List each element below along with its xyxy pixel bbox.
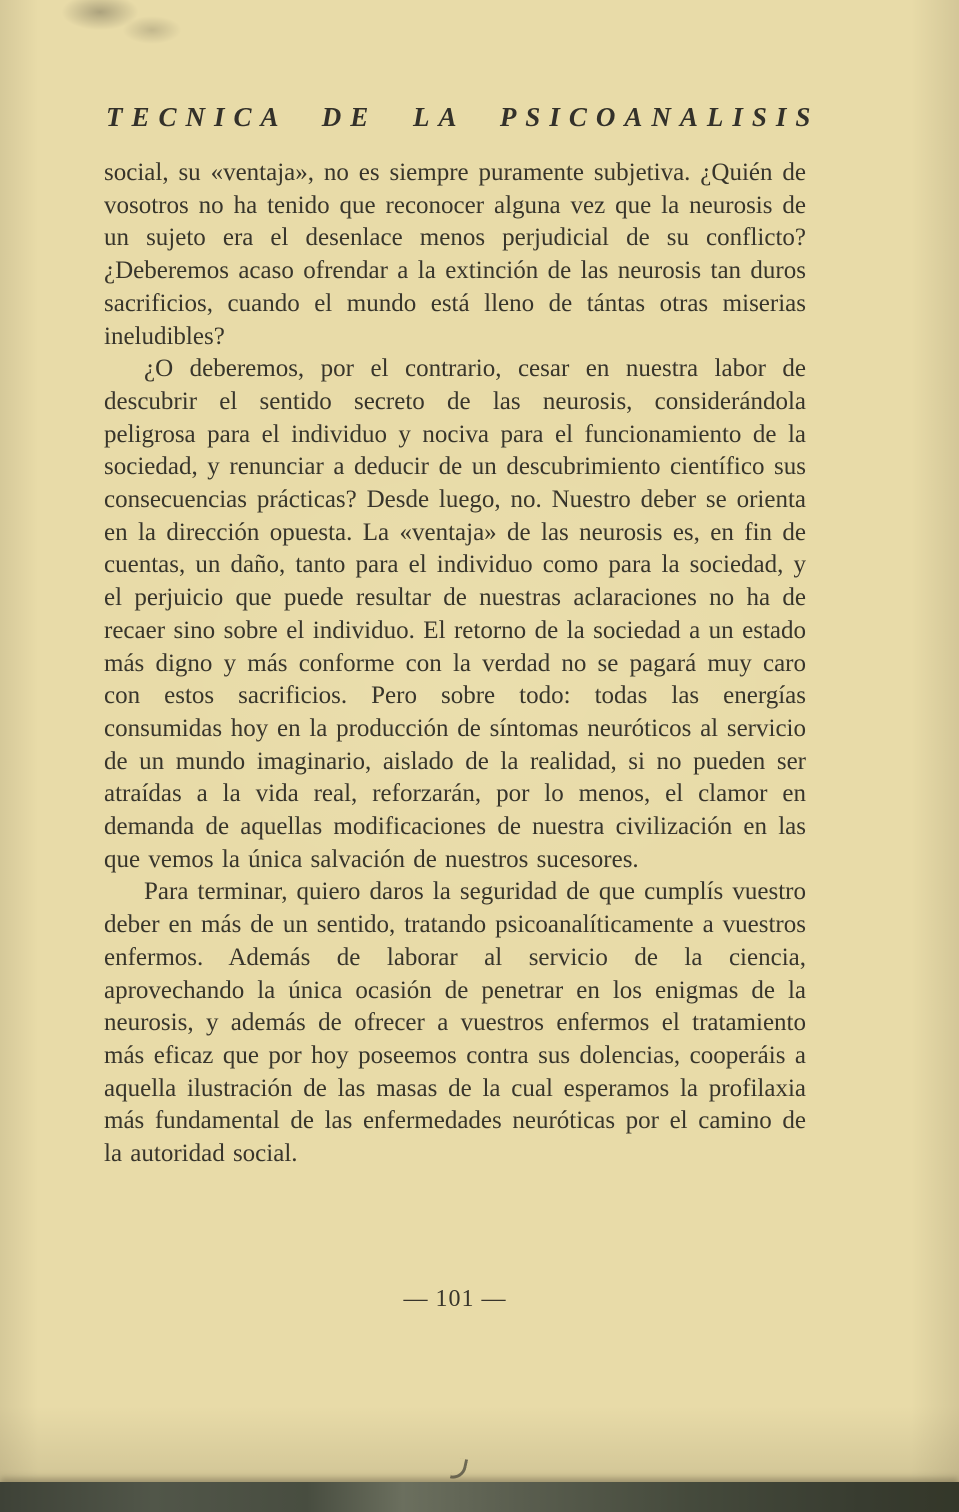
scan-edge-bar — [0, 1482, 959, 1512]
paragraph: social, su «ventaja», no es siempre puramente subjetiva. ¿Quién de vosotros no ha tenido que reconocer alguna vez que la neurosis de un sujeto era el desenlace menos perjudicial de su conflicto? ¿Deberemos acaso ofrendar a la extinción de las neurosis tan duros sacrificios, cuando el mundo está lleno de tántas otras miserias ineludibles? — [104, 159, 806, 350]
body-text — [104, 157, 806, 1171]
running-title: TECNICA DE LA PSICOANALISIS — [106, 102, 820, 132]
paragraph: Para terminar, quiero daros la seguridad de que cumplís vuestro deber en más de un sentido, tratando psicoanalíticamente a vuestros enfermos. Además de laborar al servicio de la ciencia, aprovechando la única ocasión de penetrar en los enigmas de la neurosis, y además de ofrecer a vuestros enfermos el tratamiento más eficaz que por hoy poseemos contra sus dolencias, cooperáis a aquella ilustración de las masas de la cual esperamos la profilaxia más fundamental de las enfermedades neuróticas por el camino de la autoridad social. — [104, 878, 806, 1168]
ink-smudge-mark — [450, 1457, 468, 1481]
page-number: — 101 — — [403, 1286, 507, 1312]
paragraph: ¿O deberemos, por el contrario, cesar en nuestra labor de descubrir el sentido secreto de las neurosis, considerándola peligrosa para el individuo y nociva para el funcionamiento de la sociedad, y renunciar a deducir de un descubrimiento científico sus consecuencias prácticas? Desde luego, no. Nuestro deber se orienta en la dirección opuesta. La «ventaja» de las neurosis es, en fin de cuentas, un daño, tanto para el individuo como para la sociedad, y el perjuicio que puede resultar de nuestras aclaraciones no ha de recaer sino sobre el individuo. El retorno de la sociedad a un estado más digno y más conforme con la verdad no se pagará muy caro con estos sacrificios. Pero sobre todo: todas las energías consumidas hoy en la producción de síntomas neuróticos al servicio de un mundo imaginario, aislado de la realidad, si no pueden ser atraídas a la vida real, reforzarán, por lo menos, el clamor en demanda de aquellas modificaciones de nuestra civilización en las que vemos la única salvación de nuestros sucesores. — [104, 355, 806, 873]
